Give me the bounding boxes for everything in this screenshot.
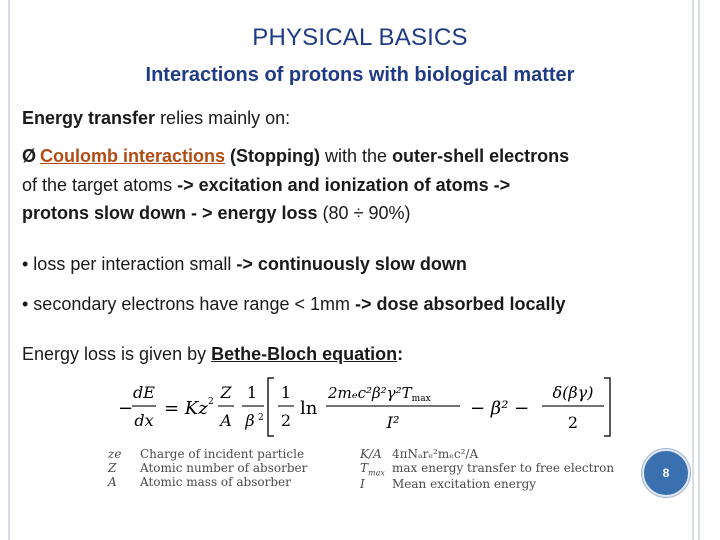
legend-row: [360, 461, 614, 477]
intro-rest: relies mainly on:: [155, 108, 291, 128]
legend-sym: A: [108, 475, 117, 489]
eq-kz: = Kz: [164, 398, 208, 419]
arrow-bullet-icon: Ø: [22, 146, 37, 166]
legend-row: [360, 447, 614, 461]
legend-left: [108, 447, 307, 489]
page-number-badge: 8: [642, 449, 690, 497]
coulomb-line3b: (80 ÷ 90%): [317, 203, 411, 223]
eq-ln-num: [327, 384, 431, 404]
coulomb-line-2: [22, 175, 510, 196]
legend-sym-sub: max: [368, 468, 385, 478]
legend-sym: I: [360, 477, 365, 492]
coulomb-line-1: [22, 146, 569, 167]
bullet-loss-a: • loss per interaction small: [22, 254, 237, 274]
slide-subtitle: Interactions of protons with biological matter: [145, 64, 575, 86]
bullet-secondary: [22, 294, 566, 315]
coulomb-line-3: [22, 203, 410, 224]
eq-minus: −: [118, 398, 134, 419]
legend-sym-main: T: [360, 461, 369, 475]
bullet-secondary-a: • secondary electrons have range < 1mm: [22, 294, 355, 314]
eq-ln-num-sub: max: [411, 394, 431, 404]
legend-row: [108, 447, 307, 461]
legend-desc: 4πNₐrₑ²mₑc²/A: [392, 447, 479, 461]
bethe-bloch-link[interactable]: Bethe-Bloch equation: [211, 344, 398, 364]
intro-line: [22, 108, 290, 129]
eq-delta-den: 2: [567, 413, 579, 432]
eq-za-num: Z: [220, 383, 232, 402]
legend-row: [108, 461, 307, 475]
eq-za-den: A: [220, 411, 232, 430]
bethe-intro: Energy loss is given by: [22, 344, 212, 364]
legend-desc: Atomic number of absorber: [140, 461, 308, 475]
bethe-colon: :: [397, 344, 404, 364]
legend-row: [108, 475, 307, 489]
eq-left-bracket: [268, 378, 274, 436]
eq-half-den: 2: [280, 411, 292, 430]
coulomb-mid: with the: [320, 146, 393, 166]
eq-minus-beta: − β² −: [470, 398, 530, 419]
legend-row: [360, 477, 614, 491]
eq-lhs-num: dE: [133, 383, 155, 402]
legend-sym: Z: [108, 461, 117, 475]
bullet-loss: [22, 254, 467, 275]
bethe-line: [22, 344, 403, 365]
eq-z-exp: 2: [208, 397, 214, 407]
coulomb-line2b: -> excitation and ionization of atoms ->: [177, 175, 511, 195]
slide-title: PHYSICAL BASICS: [252, 24, 468, 51]
eq-b-exp: 2: [258, 413, 264, 423]
stopping-text: (Stopping): [230, 146, 321, 166]
eq-b-den: β: [245, 411, 255, 430]
intro-bold: Energy transfer: [22, 108, 156, 128]
eq-half-num: 1: [280, 383, 292, 402]
legend-sym: [360, 461, 392, 477]
coulomb-link[interactable]: Coulomb interactions: [40, 146, 226, 166]
legend-desc: Charge of incident particle: [140, 447, 305, 461]
coulomb-line2a: of the target atoms: [22, 175, 178, 195]
bullet-loss-b: -> continuously slow down: [236, 254, 467, 274]
legend-desc: max energy transfer to free electron: [392, 461, 615, 475]
coulomb-line3a: protons slow down - > energy loss: [22, 203, 318, 223]
legend-desc: Mean excitation energy: [392, 477, 537, 492]
bullet-secondary-b: -> dose absorbed locally: [354, 294, 566, 314]
legend-sym: K/A: [360, 447, 382, 461]
legend-right: [360, 447, 614, 491]
eq-right-bracket: [604, 378, 610, 436]
eq-ln-num-main: 2mₑc²β²γ²T: [328, 384, 412, 402]
eq-ln: ln: [300, 398, 318, 419]
legend-sym: ze: [108, 447, 122, 461]
eq-ln-den: I²: [386, 413, 400, 432]
eq-delta-num: δ(βγ): [552, 383, 594, 402]
eq-b-num: 1: [246, 383, 258, 402]
bethe-bloch-equation: [118, 372, 612, 444]
outer-shell-text: outer-shell electrons: [392, 146, 570, 166]
legend-desc: Atomic mass of absorber: [140, 475, 291, 489]
eq-lhs-den: dx: [134, 411, 154, 430]
